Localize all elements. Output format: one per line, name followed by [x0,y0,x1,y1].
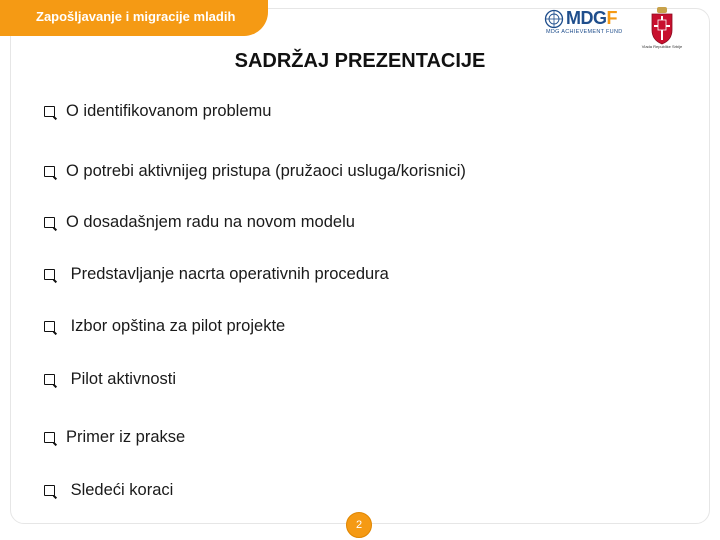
list-item [44,102,271,121]
list-item [44,428,185,447]
checkbox-bullet-icon [44,485,55,496]
list-item-label: O potrebi aktivnijeg pristupa (pružaoci usluga/korisnici) [66,162,466,180]
mdgf-wordmark [566,8,617,29]
mdgf-logo [544,8,662,38]
checkbox-bullet-icon [44,374,55,385]
mdgf-main-text: MDG [566,8,607,28]
list-item [44,370,176,389]
list-item-label: Sledeći koraci [66,481,174,499]
list-item [44,213,355,232]
mdgf-subtitle: MDG ACHIEVEMENT FUND [546,29,623,35]
checkbox-bullet-icon [44,217,55,228]
list-item [44,162,466,181]
page-number-badge: 2 [346,512,372,538]
slide-title: SADRŽAJ PREZENTACIJE [234,50,486,72]
list-item [44,265,389,284]
list-item [44,317,285,336]
checkbox-bullet-icon [44,432,55,443]
list-item-label: Primer iz prakse [66,428,186,446]
checkbox-bullet-icon [44,166,55,177]
crest-caption: Vlada Republike Srbije [641,44,683,49]
list-item-label: Izbor opština za pilot projekte [66,317,286,335]
header-banner [0,0,268,36]
mdgf-accent-text: F [606,8,617,28]
list-item [44,481,173,500]
list-item-label: O identifikovanom problemu [66,102,272,120]
checkbox-bullet-icon [44,106,55,117]
list-item-label: Predstavljanje nacrta operativnih procedura [66,265,389,283]
list-item-label: Pilot aktivnosti [66,370,177,388]
header-title: Zapošljavanje i migracije mladih [36,9,236,24]
checkbox-bullet-icon [44,269,55,280]
list-item-label: O dosadašnjem radu na novom modelu [66,213,355,231]
un-emblem-icon [544,9,564,29]
checkbox-bullet-icon [44,321,55,332]
